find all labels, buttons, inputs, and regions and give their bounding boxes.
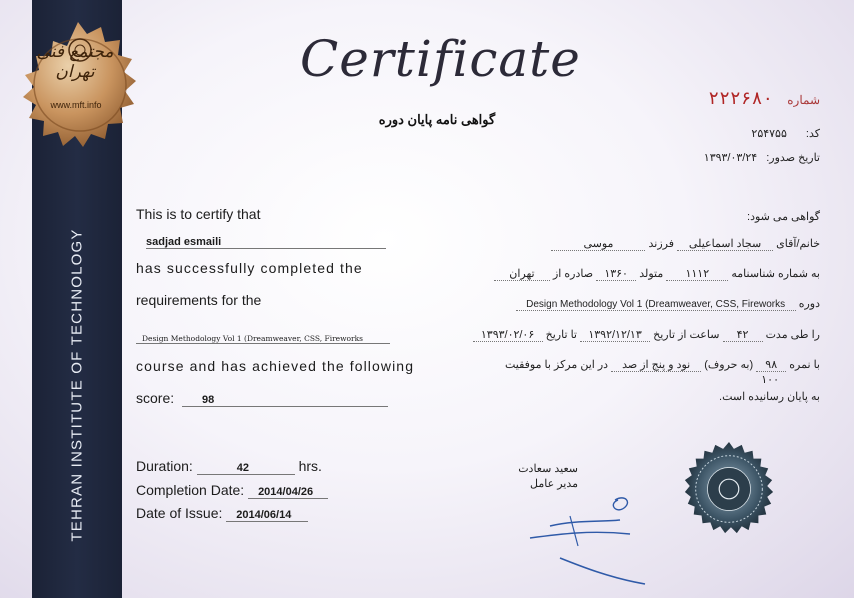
fa-score-label: با نمره: [789, 359, 820, 371]
issue-date-fa-label: تاریخ صدور:: [766, 152, 820, 164]
signatory-role: مدیر عامل: [530, 478, 578, 490]
fa-score-row: [505, 358, 820, 372]
code-row: [751, 127, 820, 140]
signature-icon: [520, 486, 670, 591]
fa-letters-label: (به حروف): [704, 359, 754, 371]
en-name-row: [146, 236, 386, 249]
fa-issued-label: صادره از: [552, 268, 594, 280]
fa-course-row: [516, 297, 820, 311]
fa-from-date: ۱۳۹۲/۱۲/۱۳: [580, 328, 650, 342]
fa-hours-label: ساعت از تاریخ: [653, 329, 720, 341]
fa-name-row: [551, 237, 820, 251]
fa-score: ۹۸: [756, 358, 786, 372]
fa-course-name: Design Methodology Vol 1 (Dreamweaver, CSS, Fireworks: [516, 299, 796, 311]
en-issue-date: 2014/06/14: [226, 509, 308, 522]
en-line1: has successfully completed the: [136, 260, 363, 276]
gold-seal-icon: [3, 10, 153, 160]
seal-website: www.mft.info: [50, 100, 102, 110]
en-score-row: [136, 390, 388, 407]
fa-end-text: به پایان رسانیده است.: [719, 391, 820, 403]
fa-score-letters: نود و پنج از صد: [611, 358, 701, 372]
en-line3: course and has achieved the following: [136, 358, 415, 374]
fa-course-label: دوره: [798, 298, 820, 310]
number-label: شماره: [787, 93, 820, 107]
issue-date-fa-row: [704, 151, 820, 164]
fa-duration-label: را طی مدت: [765, 329, 820, 341]
fa-issued-place: تهران: [494, 267, 550, 281]
en-duration-label: Duration:: [136, 458, 193, 474]
en-completion-row: [136, 482, 328, 499]
fa-score-total: ۱۰۰: [761, 374, 779, 386]
fa-id-row: [494, 267, 820, 281]
official-stamp-icon: [680, 440, 778, 538]
en-intro: This is to certify that: [136, 206, 261, 222]
en-duration-row: [136, 458, 322, 475]
certificate-subtitle-fa: گواهی نامه پایان دوره: [378, 112, 496, 127]
en-completion-label: Completion Date:: [136, 482, 245, 498]
en-score-label: score:: [136, 390, 175, 406]
fa-to-date: ۱۳۹۳/۰۲/۰۶: [473, 328, 543, 342]
en-duration-unit: hrs.: [298, 458, 322, 474]
fa-to-label: تا تاریخ: [545, 329, 577, 341]
en-duration: 42: [197, 462, 295, 475]
fa-center-text: در این مرکز با موفقیت: [504, 359, 609, 371]
fa-intro: گواهی می شود:: [747, 211, 820, 223]
en-course-row: [136, 328, 390, 344]
code-label: کد:: [805, 128, 820, 140]
fa-id-number: ۱۱۱۲: [666, 267, 728, 281]
en-line2: requirements for the: [136, 292, 262, 308]
seal-institute-name: مجتمع فنی تهران: [36, 42, 114, 82]
en-recipient-name: sadjad esmaili: [146, 236, 386, 249]
fa-born-year: ۱۳۶۰: [596, 267, 636, 281]
fa-father-label: فرزند: [648, 238, 674, 250]
signatory-name: سعید سعادت: [518, 463, 578, 475]
en-score: 98: [182, 394, 388, 407]
code-value: ۲۵۴۷۵۵: [751, 128, 787, 140]
en-completion-date: 2014/04/26: [248, 486, 328, 499]
fa-id-label: به شماره شناسنامه: [731, 268, 820, 280]
fa-recipient-name: سجاد اسماعیلی: [677, 237, 773, 251]
fa-born-label: متولد: [639, 268, 664, 280]
fa-duration: ۴۲: [723, 328, 763, 342]
certificate-title: Certificate: [300, 30, 581, 88]
en-course-name: Design Methodology Vol 1 (Dreamweaver, CSS, Fireworks: [136, 334, 390, 344]
fa-name-label: خانم/آقای: [776, 238, 820, 250]
certificate-number-row: [708, 88, 820, 109]
certificate-number: ۲۲۲۶۸۰: [708, 88, 774, 109]
fa-father-name: موسی: [551, 237, 645, 251]
institute-name-vertical: TEHRAN INSTITUTE OF TECHNOLOGY: [68, 228, 86, 542]
fa-duration-row: [473, 328, 820, 342]
en-issue-row: [136, 505, 308, 522]
issue-date-fa: ۱۳۹۳/۰۳/۲۴: [703, 152, 758, 164]
en-issue-label: Date of Issue:: [136, 505, 223, 521]
